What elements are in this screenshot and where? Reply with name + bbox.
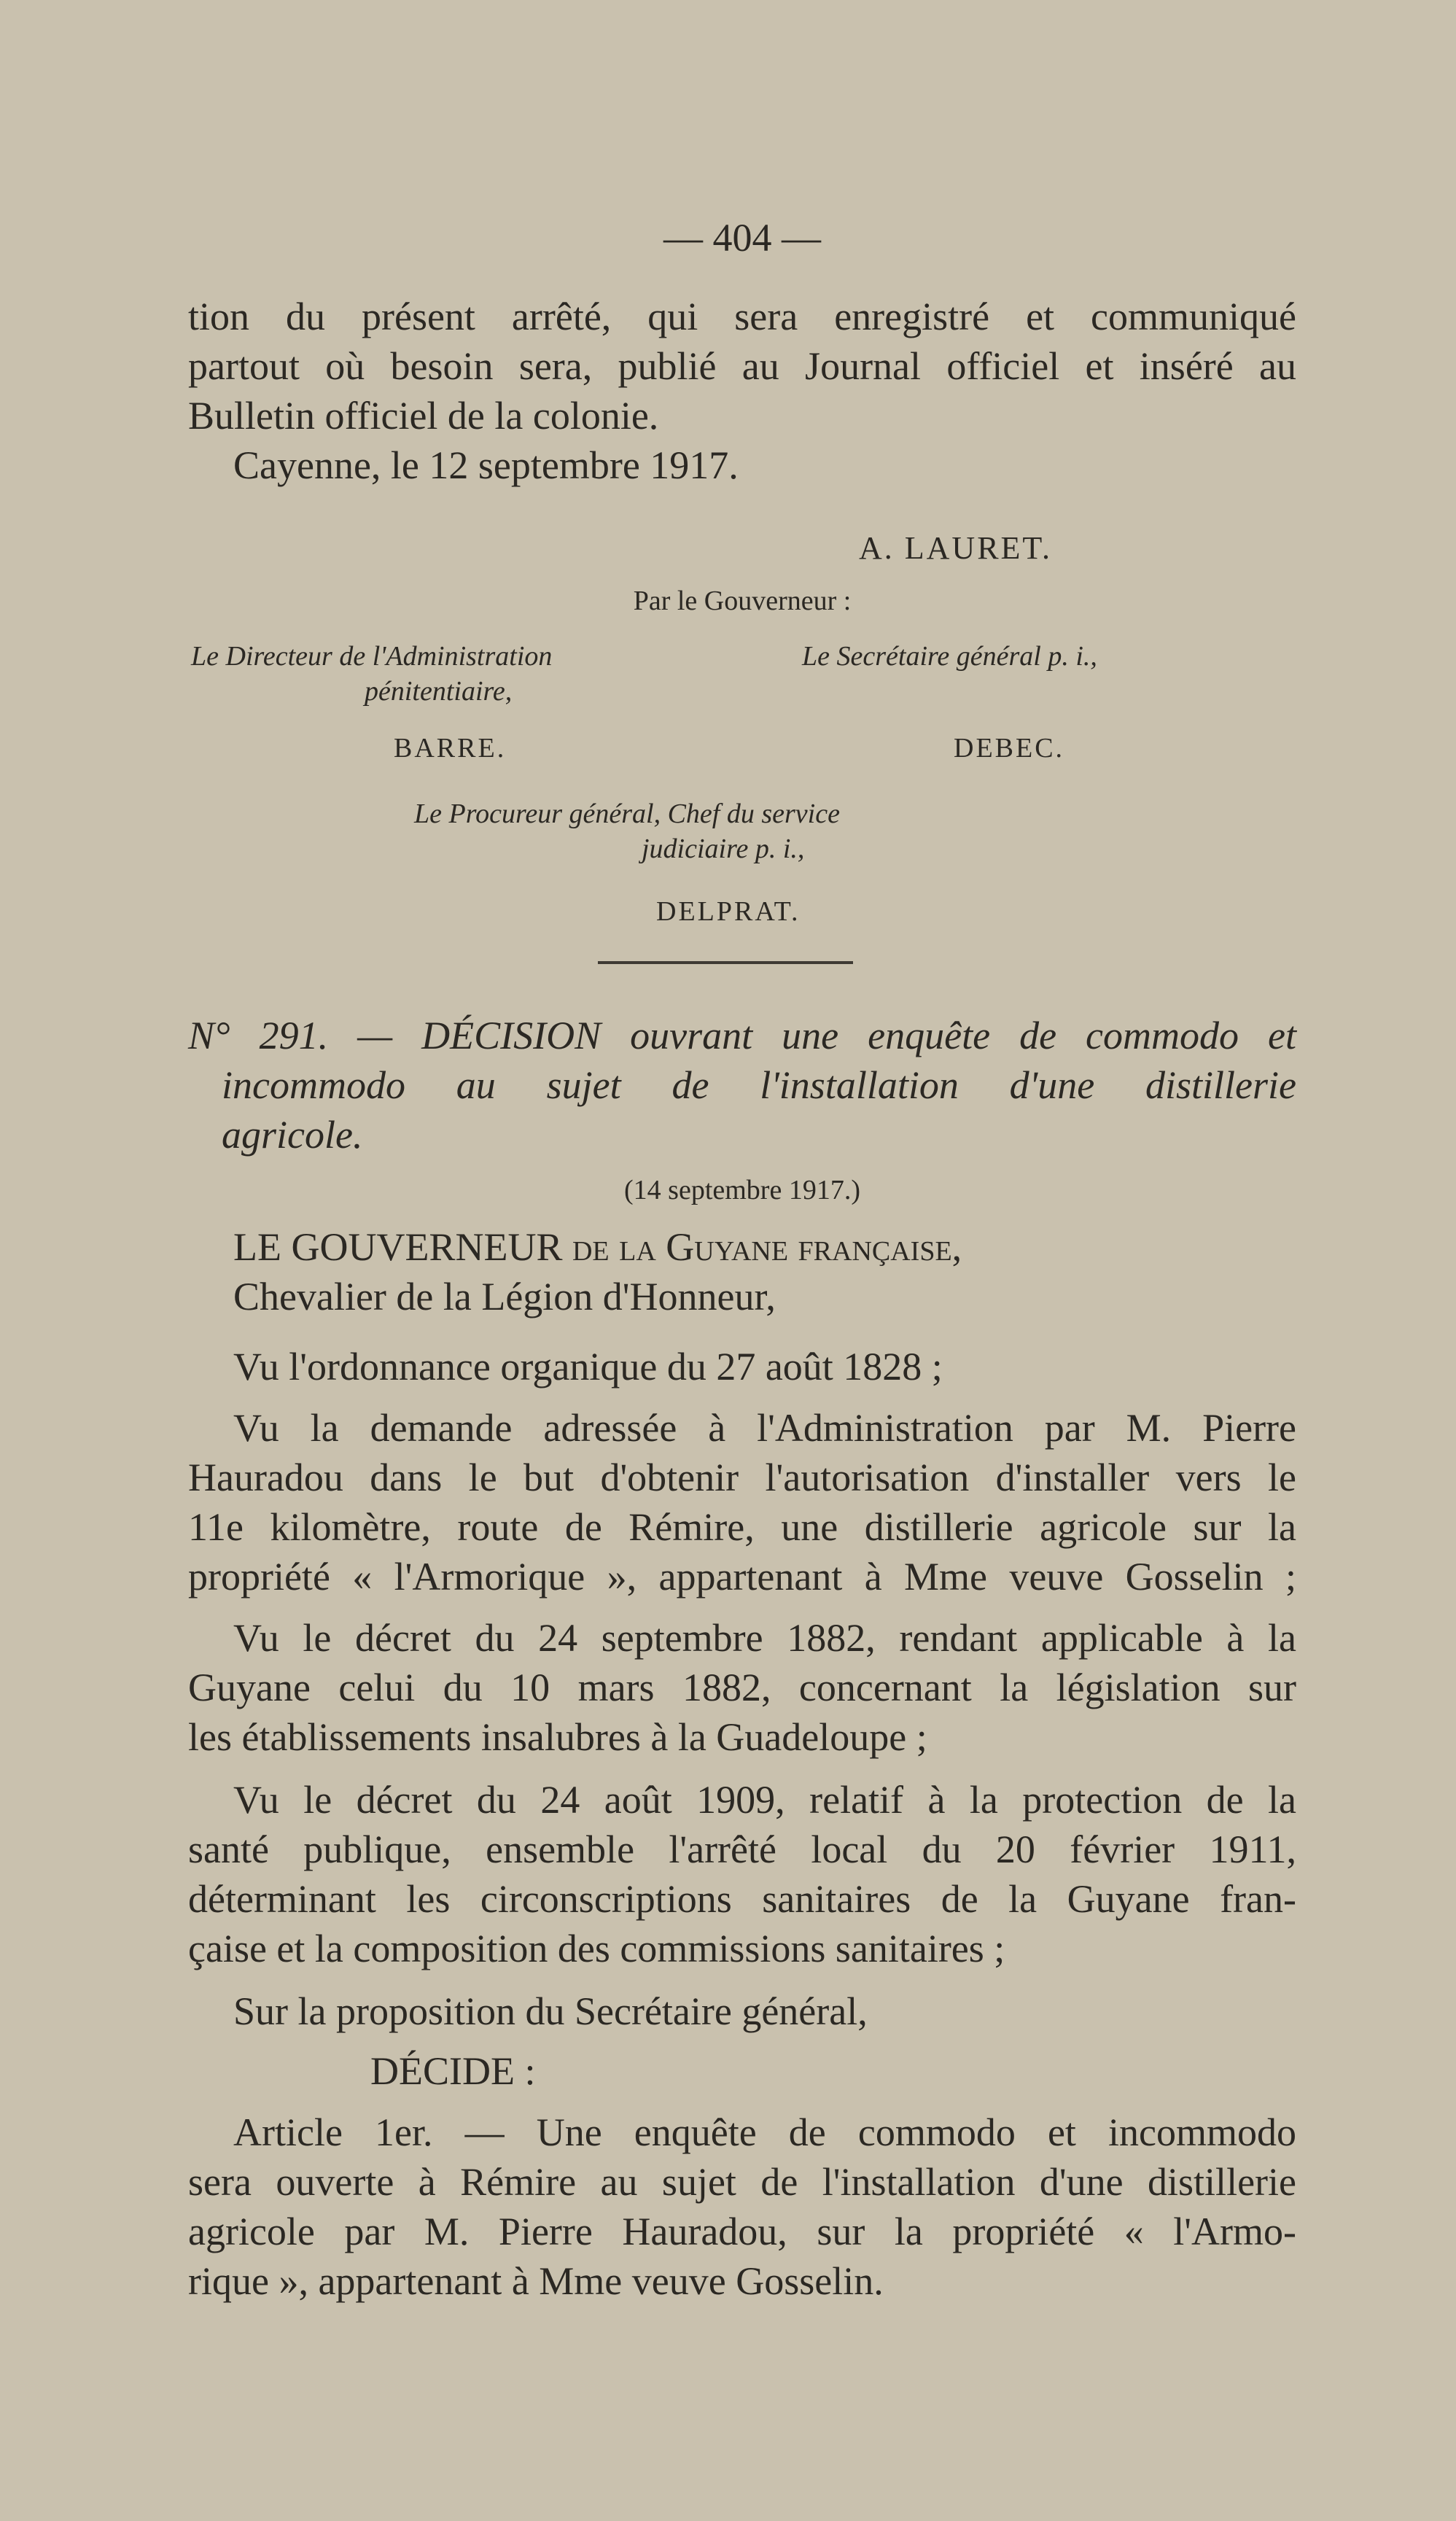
vu-decret-1909: Vu le décret du 24 août 1909, relatif à la protection de la: [233, 1778, 1296, 1822]
par-le-gouverneur: Par le Gouverneur :: [633, 586, 852, 616]
vu-decret-1909-cont: santé publique, ensemble l'arrêté local du 20 février 1911,: [188, 1827, 1296, 1871]
procureur-title: Le Procureur général, Chef du service: [414, 799, 840, 829]
vu-decret-1882-cont: les établissements insalubres à la Guadeloupe ;: [188, 1715, 927, 1759]
article-1-cont: sera ouverte à Rémire au sujet de l'installation d'une distillerie: [188, 2160, 1296, 2204]
vu-decret-1882-cont: Guyane celui du 10 mars 1882, concernant la législation sur: [188, 1666, 1296, 1709]
governor-heading: LE GOUVERNEUR de la Guyane française,: [233, 1225, 962, 1269]
vu-decret-1909-cont: çaise et la composition des commissions sanitaires ;: [188, 1927, 1005, 1970]
vu-demande: Vu la demande adressée à l'Administration par M. Pierre: [233, 1406, 1296, 1450]
governor-signature: A. LAURET.: [859, 530, 1053, 566]
directeur-title-cont: pénitentiaire,: [365, 676, 513, 707]
vu-decret-1882: Vu le décret du 24 septembre 1882, rendant applicable à la: [233, 1616, 1296, 1660]
article-1-cont: rique », appartenant à Mme veuve Gosselin.: [188, 2259, 884, 2303]
body-line: Bulletin officiel de la colonie.: [188, 394, 659, 438]
sur-la-proposition: Sur la proposition du Secrétaire général,: [233, 1989, 868, 2033]
secretaire-title: Le Secrétaire général p. i.,: [802, 641, 1097, 672]
article-1-cont: agricole par M. Pierre Hauradou, sur la propriété « l'Armo-: [188, 2210, 1296, 2253]
secretaire-name: DEBEC.: [954, 733, 1065, 764]
vu-ordonnance: Vu l'ordonnance organique du 27 août 1828 ;: [233, 1345, 943, 1388]
page-number: — 404 —: [663, 216, 821, 260]
decision-title: N° 291. — DÉCISION ouvrant une enquête de commodo et: [188, 1014, 1296, 1057]
date-line: Cayenne, le 12 septembre 1917.: [233, 443, 739, 487]
decision-date: (14 septembre 1917.): [624, 1175, 860, 1205]
procureur-title-cont: judiciaire p. i.,: [642, 834, 805, 864]
separator-rule: [598, 961, 853, 964]
governor-heading-cont: Chevalier de la Légion d'Honneur,: [233, 1275, 776, 1318]
article-1: Article 1er. — Une enquête de commodo et incommodo: [233, 2110, 1296, 2154]
decide-heading: DÉCIDE :: [370, 2049, 536, 2093]
vu-decret-1909-cont: déterminant les circonscriptions sanitaires de la Guyane fran-: [188, 1877, 1296, 1921]
vu-demande-cont: 11e kilomètre, route de Rémire, une distillerie agricole sur la: [188, 1505, 1296, 1549]
vu-demande-cont: propriété « l'Armorique », appartenant à Mme veuve Gosselin ;: [188, 1555, 1296, 1599]
decision-title-cont: incommodo au sujet de l'installation d'une distillerie: [222, 1063, 1296, 1107]
vu-demande-cont: Hauradou dans le but d'obtenir l'autorisation d'installer vers le: [188, 1456, 1296, 1499]
body-line: partout où besoin sera, publié au Journal officiel et inséré au: [188, 344, 1296, 388]
directeur-title: Le Directeur de l'Administration: [191, 641, 553, 672]
procureur-name: DELPRAT.: [656, 896, 801, 927]
decision-title-cont: agricole.: [222, 1113, 363, 1157]
directeur-name: BARRE.: [394, 733, 507, 764]
body-line: tion du présent arrêté, qui sera enregistré et communiqué: [188, 295, 1296, 338]
